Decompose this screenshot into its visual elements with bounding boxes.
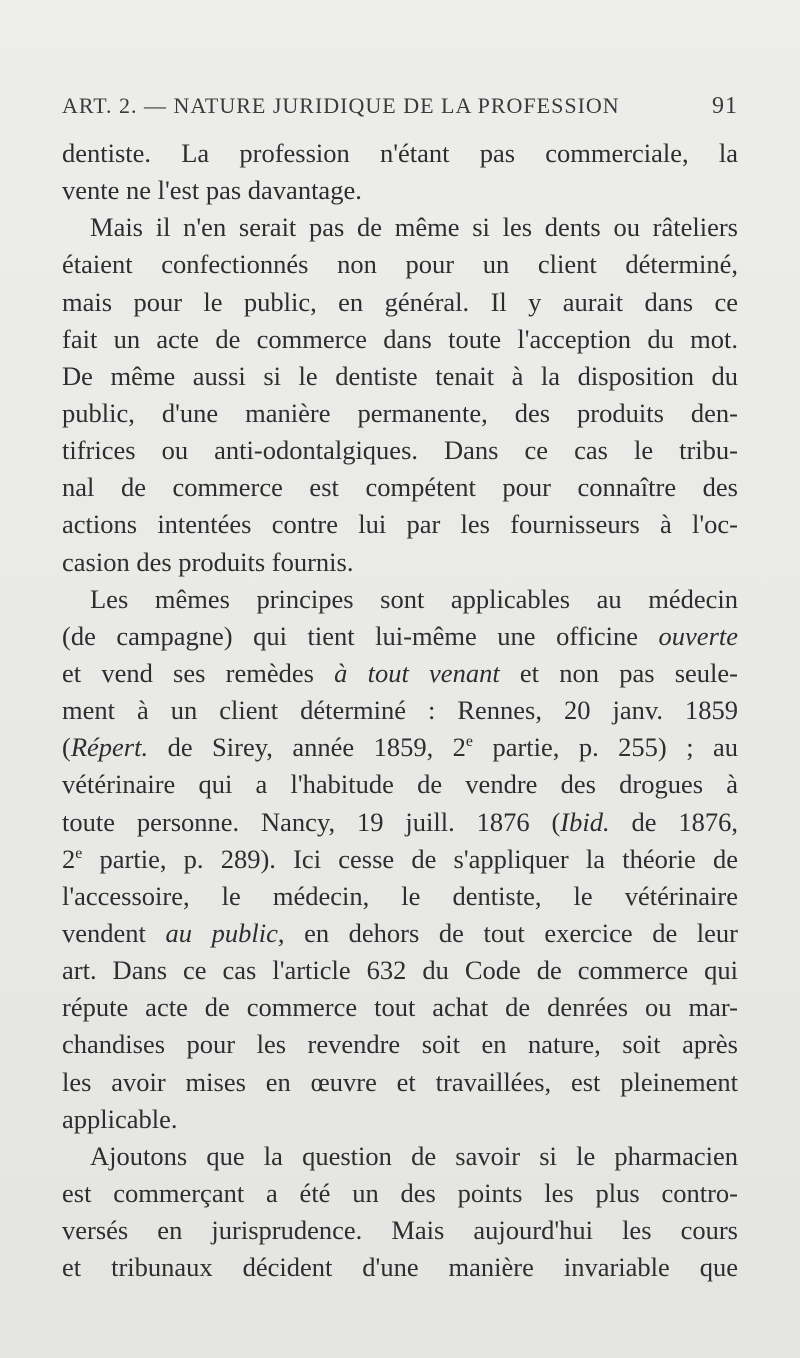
text-line: mais pour le public, en général. Il y aurait dans ce	[62, 286, 738, 317]
text-line: nal de commerce est compétent pour connaître des	[62, 472, 738, 503]
text-line: versés en jurisprudence. Mais aujourd'hui les cours	[62, 1215, 738, 1246]
page-header	[62, 93, 738, 123]
text-line	[62, 618, 738, 655]
running-title: ART. 2. — NATURE JURIDIQUE DE LA PROFESSION	[62, 93, 620, 118]
text-fragment: (de campagne) qui tient lui-même une officine	[62, 620, 638, 651]
text-line: actions intentées contre lui par les fournisseurs à l'oc-	[62, 509, 738, 540]
text-fragment: toute personne. Nancy, 19 juill. 1876	[62, 806, 530, 837]
italic-fragment: à tout venant	[334, 657, 500, 688]
text-line: ment à un client déterminé : Rennes, 20 janv. 1859	[62, 695, 738, 726]
text-fragment: , en dehors de tout exercice de leur	[277, 917, 739, 948]
text-line: les avoir mises en œuvre et travaillées, est pleinement	[62, 1066, 738, 1097]
text-line: l'accessoire, le médecin, le dentiste, le vétérinaire	[62, 880, 738, 911]
text-line: vente ne l'est pas davantage.	[62, 175, 362, 206]
text-line: et tribunaux décident d'une manière invariable que	[62, 1252, 738, 1283]
text-line: (Répert. de Sirey, année 1859, 2e partie, p. 255) ; au	[62, 732, 739, 763]
text-line: répute acte de commerce tout achat de denrées ou mar-	[62, 992, 738, 1023]
body-text	[62, 135, 738, 1286]
page-number: 91	[712, 93, 738, 119]
text-line: chandises pour les revendre soit en nature, soit après	[62, 1029, 738, 1060]
text-fragment: de 1876,	[631, 806, 739, 837]
text-line: étaient confectionnés non pour un client déterminé,	[62, 249, 738, 280]
italic-fragment: Ibid.	[560, 806, 610, 837]
superscript: e	[465, 733, 473, 751]
text-line: 2e partie, p. 289). Ici cesse de s'appliquer la théorie de	[62, 843, 738, 874]
text-fragment: et vend ses remèdes	[62, 657, 314, 688]
text-line: casion des produits fournis.	[62, 546, 354, 577]
text-line	[62, 655, 738, 692]
italic-fragment: au public	[165, 917, 278, 948]
text-line	[62, 915, 738, 952]
text-line: toute personne. Nancy, 19 juill. 1876 (Ibid. de 1876,	[62, 806, 739, 837]
text-line: Ajoutons que la question de savoir si le pharmacien	[90, 1140, 738, 1171]
text-fragment: de Sirey, année 1859, 2	[167, 732, 466, 763]
text-line: Mais il n'en serait pas de même si les dents ou râteliers	[90, 212, 738, 243]
text-line: De même aussi si le dentiste tenait à la disposition du	[62, 360, 738, 391]
text-line: dentiste. La profession n'étant pas commerciale, la	[62, 138, 738, 168]
text-line: est commerçant a été un des points les plus contro-	[62, 1177, 738, 1208]
text-line: fait un acte de commerce dans toute l'acception du mot.	[62, 323, 738, 354]
text-line: public, d'une manière permanente, des produits den-	[62, 397, 738, 428]
text-line: tifrices ou anti-odontalgiques. Dans ce cas le tribu-	[62, 435, 738, 466]
text-line: applicable.	[62, 1103, 178, 1134]
superscript: e	[75, 844, 83, 862]
text-line: Les mêmes principes sont applicables au médecin	[90, 583, 738, 614]
text-fragment: vendent	[62, 917, 146, 948]
text-line: vétérinaire qui a l'habitude de vendre des drogues à	[62, 769, 738, 800]
text-line: art. Dans ce cas l'article 632 du Code de commerce qui	[62, 955, 738, 986]
text-fragment: partie, p. 289). Ici cesse de s'appliquer la théorie de	[99, 843, 738, 874]
italic-fragment: ouverte	[658, 620, 739, 651]
text-fragment: et non pas seule-	[519, 657, 739, 688]
italic-fragment: Répert.	[70, 732, 149, 763]
text-fragment: partie, p. 255) ; au	[492, 732, 739, 763]
